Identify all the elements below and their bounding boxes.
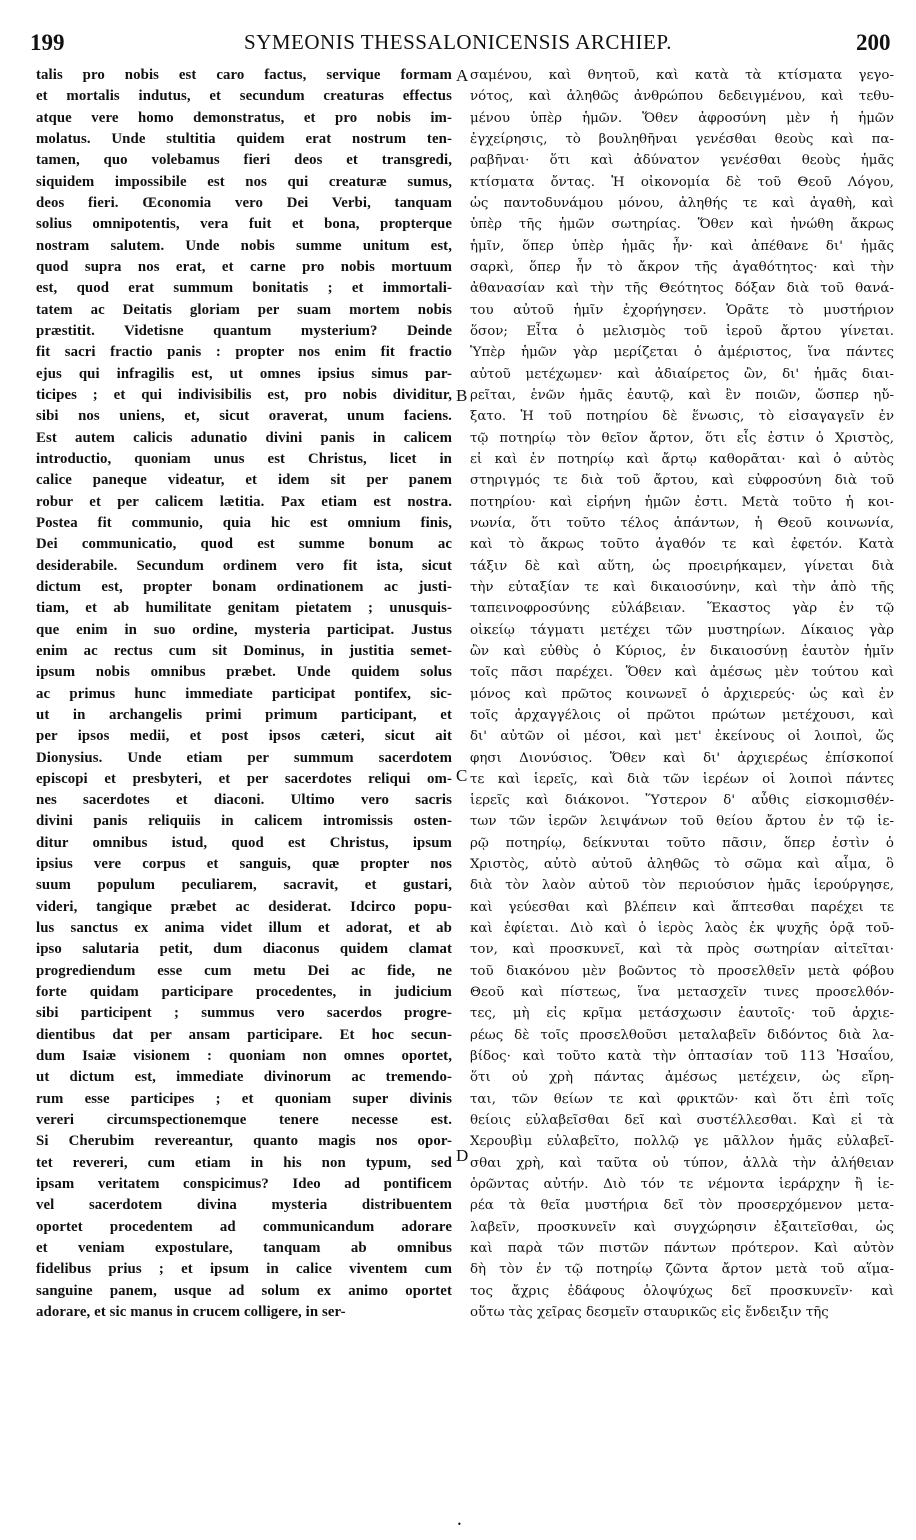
greek-text-line: ὢν καὶ εὐθὺς ὁ Κύριος, ἐν δικαιοσύνῃ ἑαυτὸν ἡμῖν (470, 643, 894, 659)
latin-text-line: Est autem calicis adunatio divini panis in calicem (36, 429, 452, 446)
latin-text-line: forte quidam participare procedentes, in judicium (36, 984, 452, 1001)
greek-text-line: καὶ γεύεσθαι καὶ βλέπειν καὶ ἅπτεσθαι παρέχει τε (470, 899, 894, 915)
greek-text-line: σαμένου, καὶ θνητοῦ, καὶ κατὰ τὰ κτίσματα γεγο- (470, 68, 894, 83)
greek-text-line: νωνία, ὅτι τοῦτο τέλος ἁπάντων, ἡ Θεοῦ κοινωνία, (470, 515, 894, 531)
latin-text-line: deos fieri. Œconomia vero Dei Verbi, tanquam (36, 194, 452, 211)
greek-text-line: τοῖς πᾶσι παρέχει. Ὅθεν καὶ ἀμέσως μὲν τούτου καὶ (470, 665, 894, 681)
greek-text-line: θείοις εὐλαβεῖσθαι δεῖ καὶ συστέλλεσθαι. Καὶ εἰ τὰ (470, 1113, 894, 1129)
latin-text-line: et veniam expostulare, tanquam ab omnibus (36, 1240, 452, 1257)
latin-column (36, 65, 452, 1323)
latin-text-line: Si Cherubim revereantur, quanto magis nos opor- (36, 1133, 452, 1150)
latin-text-line: ipsum nobis omnibus præbet. Unde quidem solus (36, 664, 452, 681)
latin-text-line: vel sacerdotem divina mysteria distribuentem (36, 1197, 452, 1214)
greek-text-line: καὶ ἐφίεται. Διὸ καὶ ὁ ἱερὸς λαὸς ἐκ ψυχῆς ὁρᾷ τοῦ- (470, 921, 894, 937)
latin-text-line: siquidem impossibile est nos qui creaturæ sumus, (36, 173, 452, 190)
page-number-right: 200 (856, 30, 891, 55)
latin-text-line: molatus. Unde stultitia quidem erat nostrum ten- (36, 130, 452, 147)
greek-text-line: λαβεῖν, προσκυνεῖν καὶ συγχώρησιν ἐξαιτεῖσθαι, ὡς (470, 1219, 894, 1235)
latin-text-line: progrediendum esse cum metu Dei ac fide, ne (36, 962, 452, 979)
greek-text-line: κτίσματα ὄντας. Ἡ οἰκονομία δὲ τοῦ Θεοῦ Λόγου, (470, 174, 894, 190)
greek-text-line: ἡμῖν, ὅπερ ὑπὲρ ἡμᾶς ἦν· καὶ ἀπέθανε δι' ἡμᾶς (470, 238, 894, 254)
greek-text-line: ὅσον; Εἶτα ὁ μελισμὸς τοῦ ἱεροῦ ἄρτου γίνεται. (470, 323, 894, 339)
latin-text-line: divini panis reliquiis in calicem intromissis osten- (36, 813, 452, 830)
running-header (0, 0, 916, 60)
latin-text-line: dientibus dat per ansam participare. Et hoc secun- (36, 1026, 452, 1043)
latin-text-line: robur et per calicem lætitia. Pax etiam est nostra. (36, 493, 452, 510)
greek-text-line: σθαι χρὴ, καὶ ταῦτα οὐ τύπον, ἀλλὰ τὴν ἀλήθειαν (470, 1155, 894, 1171)
latin-text-line: talis pro nobis est caro factus, servique formam (36, 67, 452, 83)
greek-text-line: ὅτι οὐ χρὴ πάντας ἀμέσως μετέχειν, ὡς εἴρη- (470, 1070, 894, 1086)
greek-text-line: τῷ ποτηρίῳ τὸν θεῖον ἄρτον, ὅτι εἷς ἐστιν ὁ Χριστὸς, (470, 430, 894, 446)
greek-text-line: καὶ παρὰ τῶν πιστῶν πάντων πρότερον. Καὶ αὐτὸν (470, 1241, 894, 1257)
greek-text-line: τος ἄχρις ἐδάφους ὁλοψύχως δεῖ προσκυνεῖν· καὶ (470, 1283, 894, 1299)
latin-text-line: solius omnipotentis, vera fuit et bona, propterque (36, 216, 452, 233)
latin-text-line: dum Isaiæ visionem : quoniam non omnes oportet, (36, 1048, 452, 1065)
latin-text-line: ticipes ; et qui indivisibilis est, pro nobis dividitur, (36, 386, 452, 403)
greek-text-line: διὰ τὸν λαὸν αὐτοῦ τὸν περιούσιον ἡμᾶς ἱερούργησε, (470, 878, 894, 894)
greek-text-line: του αὐτοῦ ἡμῖν ἐχορήγησεν. Ὁρᾶτε τὸ μυστήριον (470, 302, 894, 318)
latin-text-line: ac primus hunc immediate participat pontifex, sic- (36, 685, 452, 702)
latin-text-line: ut in archangelis primi primum participant, et (36, 706, 452, 723)
section-marker-d: D (456, 1146, 469, 1165)
latin-text-line: ut dictum est, immediate divinorum ac tremendo- (36, 1069, 452, 1086)
greek-text-line: ξατο. Ἡ τοῦ ποτηρίου δὲ ἕνωσις, τὸ εἰσαγαγεῖν ἐν (470, 409, 894, 425)
greek-text-line: μόνος καὶ πρῶτος κοινωνεῖ ὁ ἀρχιερεύς· ὡς καὶ ἐν (470, 686, 894, 702)
latin-text-line: tet revereri, cum etiam in his non typum, sed (36, 1154, 452, 1171)
latin-text-line: que enim in suo ordine, mysteria participat. Justus (36, 621, 452, 638)
latin-text-line: ejus qui infragilis est, ut omnes ipsius simus par- (36, 365, 452, 382)
greek-text-line: ρεῖται, ἑνῶν ἡμᾶς ἑαυτῷ, καὶ ἓν ποιῶν, ὥσπερ ηὔ- (470, 387, 894, 403)
latin-text-line: tiam, et ab humilitate genitam pietatem ; unusquis- (36, 600, 452, 617)
greek-text-line: Χερουβὶμ εὐλαβεῖτο, πολλῷ γε μᾶλλον ἡμᾶς εὐλαβεῖ- (470, 1134, 894, 1150)
latin-text-line: dictum est, propter bonam ordinationem ac justi- (36, 578, 452, 595)
latin-text-line: per ipsos medii, et post ipsos cæteri, sicut ait (36, 728, 452, 745)
greek-text-line: ἐγχείρησις, τὸ βουληθῆναι γενέσθαι θεοὺς καὶ πα- (470, 131, 894, 147)
greek-text-line: Θεοῦ καὶ πίστεως, ἵνα μετασχεῖν τινες προσελθόν- (470, 985, 894, 1001)
latin-text-line: et mortalis indutus, et secundum creaturas effectus (36, 88, 452, 105)
latin-text-line: quod supra nos erat, et carne pro nobis mortuum (36, 258, 452, 275)
greek-text-line: δὴ τὸν ἐν τῷ ποτηρίῳ ζῶντα ἄρτον μετὰ τοῦ αἵμα- (470, 1262, 894, 1278)
latin-text-line: calice paneque videatur, et idem sit per panem (36, 472, 452, 489)
greek-text-line: τε καὶ ἱερεῖς, καὶ διὰ τῶν ἱερέων οἱ λοιποὶ πάντες (470, 771, 894, 787)
section-marker-a: A (456, 66, 469, 85)
greek-text-line: ραβῆναι· ὅτι καὶ ἀδύνατον γενέσθαι θεοὺς ἡμᾶς (470, 153, 894, 169)
latin-text-line: nes sacerdotes et diaconi. Ultimo vero sacris (36, 792, 452, 809)
latin-text-line: lus sanctus ex anima videt illum et adorat, et ab (36, 920, 452, 937)
greek-text-line: ὁρῶντας αὐτήν. Διὸ τόν τε νέμοντα ἱεράρχην ἢ ἱε- (470, 1177, 894, 1193)
greek-text-line: τάξιν δὲ καὶ αὕτη, ὡς προειρήκαμεν, γίνεται διὰ (470, 558, 894, 574)
latin-text-line: sanguine panem, usque ad solum ex animo oportet (36, 1282, 452, 1299)
latin-text-line: rum esse participes ; et quoniam super divinis (36, 1090, 452, 1107)
latin-text-line: atque vere homo demonstratus, et pro nobis im- (36, 109, 452, 126)
latin-text-line: sibi nos uniens, et, sicut oraverat, unum faciens. (36, 408, 452, 425)
latin-text-line: ditur omnibus istud, quod est Christus, ipsum (36, 834, 452, 851)
latin-text-line: nostram salutem. Unde nobis summe unitum est, (36, 237, 452, 254)
greek-text-line: στηριγμός τε διὰ τοῦ ἄρτου, καὶ εὐφροσύνη διὰ τοῦ (470, 473, 894, 489)
greek-text-line: εἰ καὶ ἐν ποτηρίῳ καὶ ἄρτῳ καθορᾶται· καὶ ὁ αὐτὸς (470, 451, 894, 467)
greek-text-line: ἱερεῖς καὶ διάκονοι. Ὕστερον δ' αὖθις εἰσκομισθέν- (470, 793, 894, 809)
latin-text-line: Postea fit communio, quia hic est omnium finis, (36, 514, 452, 531)
greek-text-line: τοῦ διακόνου μὲν βοῶντος τὸ προσελθεῖν μετὰ φόβου (470, 963, 894, 979)
greek-text-line: βίδος· καὶ τοῦτο κατὰ τὴν ὀπτασίαν τοῦ 113 Ἡσαΐου, (470, 1049, 894, 1065)
greek-text-line: δι' αὐτῶν οἱ μέσοι, καὶ μετ' ἐκείνους οἱ λοιποὶ, ὥς (470, 729, 894, 745)
greek-text-line: οἰκείῳ τάγματι μετέχει τῶν μυστηρίων. Δίκαιος γὰρ (470, 622, 894, 638)
latin-text-line: ipso salutaria petit, dum diaconus quidem clamat (36, 941, 452, 958)
latin-text-line: ipsius vere corpus et sanguis, quæ propter nos (36, 856, 452, 873)
greek-text-line: Χριστὸς, αὐτὸ αὐτοῦ ἀληθῶς τὸ σῶμα καὶ αἷμα, ὃ (470, 857, 894, 873)
footer-dot: • (457, 1520, 462, 1529)
latin-text-line: ipsam veritatem conspicimus? Ideo ad pontificem (36, 1176, 452, 1193)
latin-text-line: vereri circumspectionemque tenere necesse est. (36, 1112, 452, 1129)
latin-text-line: introductio, quoniam unus est Christus, licet in (36, 450, 452, 467)
section-marker-b: B (456, 386, 468, 405)
greek-text-line: τες, μὴ εἰς κρῖμα μετάσχωσιν ἑαυτοῖς· τοῦ ἀρχιε- (470, 1006, 894, 1022)
greek-text-line: ρῷ ποτηρίῳ, δείκνυται τοῦτο πᾶσιν, ὅπερ ἐστὶν ὁ (470, 835, 894, 851)
latin-text-line: est, quod erat summum bonitatis ; et immortali- (36, 280, 452, 297)
latin-text-line: tamen, quo volebamus fieri deos et transgredi, (36, 152, 452, 169)
greek-text-line: οὕτω τὰς χεῖρας δεσμεῖν σταυρικῶς εἰς ἔνδειξιν τῆς (470, 1305, 829, 1321)
latin-text-line: suum populum peculiarem, sacravit, et gustari, (36, 877, 452, 894)
latin-text-line: episcopi et presbyteri, et per sacerdotes reliqui om- (36, 770, 452, 787)
greek-column (470, 65, 894, 1323)
latin-text-line: sibi participent ; summus vero sacerdos progre- (36, 1005, 452, 1022)
greek-text-line: ρέως δὲ τοῖς προσελθοῦσι μεταλαβεῖν διδόντος διὰ λα- (470, 1027, 894, 1043)
latin-text-line: oportet procedentem ad communicandum adorare (36, 1218, 452, 1235)
greek-text-line: ποτηρίου· καὶ εἰρήνη ἡμῶν ἐστι. Μετὰ τοῦτο ἡ κοι- (470, 494, 894, 510)
latin-text-line: Dionysius. Unde etiam per summum sacerdotem (36, 749, 452, 766)
latin-text-line: fidelibus prius ; et ipsum in calice viventem cum (36, 1261, 452, 1278)
latin-text-line: tatem ac Deitatis gloriam per suam mortem nobis (36, 301, 452, 318)
running-title: SYMEONIS THESSALONICENSIS ARCHIEP. (244, 30, 672, 54)
greek-text-line: ἀθανασίαν καὶ τὴν τῆς Θεότητος δόξαν διὰ τοῦ θανά- (470, 281, 894, 297)
greek-text-line: ὑπὲρ τῆς ἡμῶν σωτηρίας. Ὅθεν καὶ ἡνώθη ἄκρως (470, 217, 894, 233)
latin-text-line: præstitit. Videtisne quantum mysterium? Deinde (36, 322, 452, 339)
latin-text-line: fit sacri fractio panis : propter nos enim fit fractio (36, 344, 452, 361)
greek-text-line: ται, τῶν θείων τε καὶ φρικτῶν· καὶ ὅτι ἐπὶ τοῖς (470, 1091, 894, 1107)
greek-text-line: τον, καὶ προσκυνεῖ, καὶ τὰ πρὸς σωτηρίαν αἰτεῖται· (470, 942, 894, 958)
greek-text-line: τὴν εὐταξίαν τε καὶ δικαιοσύνην, καὶ τὴν ἀπὸ τῆς (470, 579, 894, 595)
greek-text-line: αὐτοῦ μετέχωμεν· καὶ ἀδιαίρετος ὢν, δι' ἡμᾶς διαι- (470, 366, 894, 382)
greek-text-line: φησι Διονύσιος. Ὅθεν καὶ δι' ἀρχιερέως ἐπίσκοποί (470, 750, 894, 766)
latin-text-line: desiderabile. Secundum ordinem vero fit ista, sicut (36, 557, 452, 574)
greek-text-line: τοῖς ἀρχαγγέλοις οἱ πρῶτοι πρώτων μετέχουσι, καὶ (470, 707, 894, 723)
greek-text-line: των τῶν ἱερῶν λειψάνων τοῦ θείου ἄρτου ἐν τῷ ἱε- (470, 814, 894, 830)
greek-text-line: ὡς παντοδυνάμου μόνου, ἀληθής τε καὶ ἀγαθὴ, καὶ (470, 195, 894, 211)
page-number-left: 199 (30, 30, 65, 55)
greek-text-line: μένου ὑπὲρ ἡμῶν. Ὅθεν ἀφροσύνη μὲν ἡ ἡμῶν (470, 110, 894, 126)
greek-text-line: Ὑπὲρ ἡμῶν γὰρ μερίζεται ὁ ἀμέριστος, ἵνα πάντες (470, 345, 894, 361)
latin-text-line: Dei communicatio, quod est summe bonum ac (36, 536, 452, 553)
latin-text-line: adorare, et sic manus in crucem colligere, in ser- (36, 1304, 346, 1321)
section-marker-c: C (456, 766, 468, 785)
greek-text-line: νότος, καὶ ἀληθῶς ἀνθρώπου δεδειγμένου, καὶ τεθυ- (470, 89, 894, 105)
latin-text-line: videri, tangique præbet ac desiderat. Idcirco popu- (36, 898, 452, 915)
greek-text-line: ρέα τὰ θεῖα μυστήρια δεῖ τὸν προσερχόμενον μετα- (470, 1198, 894, 1214)
greek-text-line: καὶ τὸ ἄκρως τοῦτο ἀγαθόν τε καὶ ἐφετόν. Κατὰ (470, 537, 894, 553)
greek-text-line: ταπεινοφροσύνης εὐλάβειαν. Ἕκαστος γὰρ ἐν τῷ (470, 601, 894, 617)
greek-text-line: σαρκὶ, ὅπερ ἦν τὸ ἄκρον τῆς ἀγαθότητος· καὶ τὴν (470, 259, 894, 275)
latin-text-line: enim ac rectus cum sit Dominus, in justitia semet- (36, 642, 452, 659)
